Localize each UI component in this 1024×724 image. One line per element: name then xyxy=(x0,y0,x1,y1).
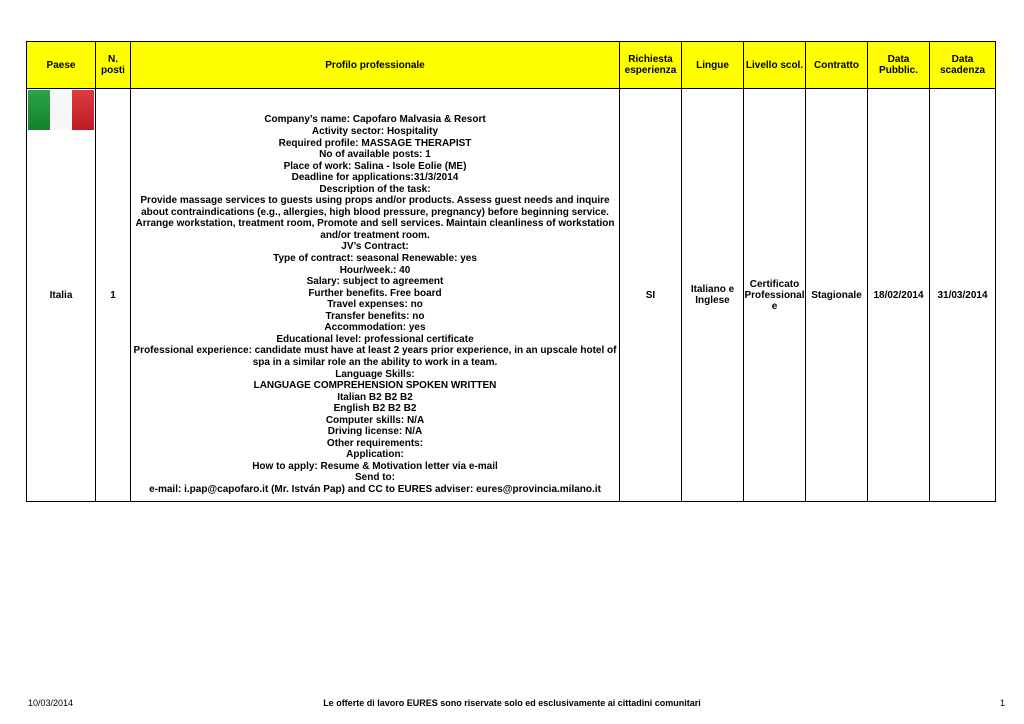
profile-line: Educational level: professional certificate xyxy=(276,333,474,345)
profile-line: Professional experience: candidate must have at least 2 years prior experience, in an upscale hotel of spa in a similar role an the ability to work in a team. xyxy=(133,345,617,368)
profile-line: Language Skills: xyxy=(335,368,415,380)
header-paese: Paese xyxy=(27,42,96,89)
profile-line: Provide massage services to guests using props and/or products. Assess guest needs and inquire about contraindications (e.g., allergies, high blood pressure, pregnancy) before beginning service. Arrange workstation, treatment room, Promote and sell services. Maintain cleanliness of workstation and/or treatment room. xyxy=(135,195,615,241)
profile-line: No of available posts: 1 xyxy=(319,149,431,161)
profile-line: English B2 B2 B2 xyxy=(333,403,417,415)
profile-line: Travel expenses: no xyxy=(327,299,423,311)
profile-line: Company’s name: Capofaro Malvasia & Resort xyxy=(264,114,486,126)
header-lingue: Lingue xyxy=(682,42,744,89)
profile-line: Driving license: N/A xyxy=(327,426,423,438)
profile-line: Computer skills: N/A xyxy=(325,414,425,426)
cell-contratto: Stagionale xyxy=(806,89,868,502)
profile-line: LANGUAGE COMPREHENSION SPOKEN WRITTEN xyxy=(253,380,497,392)
profile-line: Send to: xyxy=(355,472,395,484)
header-contratto: Contratto xyxy=(806,42,868,89)
footer-date: 10/03/2014 xyxy=(28,698,74,708)
header-pubblic: Data Pubblic. xyxy=(868,42,930,89)
profile-line: Type of contract: seasonal Renewable: yes xyxy=(273,253,477,265)
profile-line: Activity sector: Hospitality xyxy=(311,126,439,138)
job-offers-table xyxy=(26,41,996,502)
profile-line: How to apply: Resume & Motivation letter via e-mail xyxy=(252,460,498,472)
italy-flag-icon xyxy=(28,90,94,130)
header-posti: N. posti xyxy=(96,42,131,89)
header-esperienza: Richiesta esperienza xyxy=(620,42,682,89)
profile-line: Italian B2 B2 B2 xyxy=(337,391,413,403)
table-row xyxy=(27,89,996,502)
footer-page-number: 1 xyxy=(999,698,1005,708)
cell-scadenza: 31/03/2014 xyxy=(930,89,996,502)
profile-line: JV’s Contract: xyxy=(341,241,409,253)
header-scadenza: Data scadenza xyxy=(930,42,996,89)
header-livello: Livello scol. xyxy=(744,42,806,89)
profile-line: Hour/week.: 40 xyxy=(339,264,411,276)
profile-line: Salary: subject to agreement xyxy=(306,276,444,288)
profile-line: Other requirements: xyxy=(326,437,424,449)
cell-esperienza: SI xyxy=(620,89,682,502)
profile-description xyxy=(131,94,619,495)
cell-lingue: Italiano e Inglese xyxy=(682,89,744,502)
cell-pubblic: 18/02/2014 xyxy=(868,89,930,502)
header-row xyxy=(27,42,996,89)
cell-paese xyxy=(27,89,96,502)
profile-line: e-mail: i.pap@capofaro.it (Mr. István Pap) and CC to EURES adviser: eures@provincia.milano.it xyxy=(149,483,601,495)
profile-line: Application: xyxy=(346,449,404,461)
profile-line: Required profile: MASSAGE THERAPIST xyxy=(278,137,472,149)
profile-line: Place of work: Salina - Isole Eolie (ME) xyxy=(283,160,467,172)
footer-note: Le offerte di lavoro EURES sono riservate solo ed esclusivamente ai cittadini comunitari xyxy=(323,698,701,708)
header-profilo: Profilo professionale xyxy=(131,42,620,89)
profile-line: Transfer benefits: no xyxy=(325,310,425,322)
profile-line: Accommodation: yes xyxy=(324,322,426,334)
cell-profilo xyxy=(131,89,620,502)
cell-livello: Certificato Professional e xyxy=(744,89,806,502)
profile-line: Deadline for applications:31/3/2014 xyxy=(291,172,459,184)
profile-line: Further benefits. Free board xyxy=(308,287,442,299)
profile-line: Description of the task: xyxy=(319,183,431,195)
cell-posti: 1 xyxy=(96,89,131,502)
paese-value: Italia xyxy=(49,289,73,301)
